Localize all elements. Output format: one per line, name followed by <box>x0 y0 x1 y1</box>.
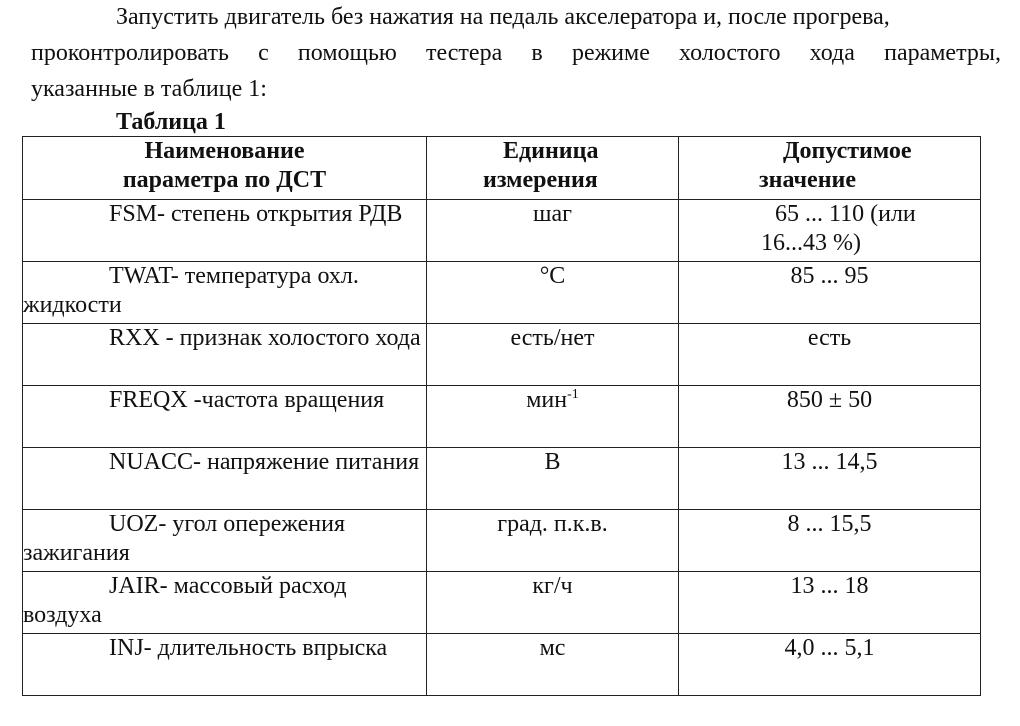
table-row <box>23 262 981 324</box>
row-parameter-name: FSM- степень открытия РДВ <box>23 200 427 262</box>
table-row <box>23 324 981 386</box>
table-header-row <box>23 137 981 200</box>
row-allowed-value: есть <box>679 324 981 386</box>
row-unit: шаг <box>427 200 679 262</box>
row-parameter-name: NUACC- напряжение питания <box>23 448 427 510</box>
row-allowed-value <box>679 200 981 262</box>
row-unit: мс <box>427 634 679 696</box>
row-unit: есть/нет <box>427 324 679 386</box>
row-unit-exponent: -1 <box>567 387 579 402</box>
row-parameter-name: FREQX -частота вращения <box>23 386 427 448</box>
intro-paragraph-line-2: проконтролировать с помощью тестера в режиме холостого хода параметры, <box>31 40 1001 66</box>
table-row <box>23 510 981 572</box>
row-parameter-name: RXX - признак холостого хода <box>23 324 427 386</box>
table-row <box>23 386 981 448</box>
header-parameter-name-line-2: параметра по ДСТ <box>122 167 327 193</box>
header-allowed-value <box>679 137 981 200</box>
row-allowed-value: 13 ... 14,5 <box>679 448 981 510</box>
table-row <box>23 448 981 510</box>
row-unit: град. п.к.в. <box>427 510 679 572</box>
table-row <box>23 200 981 262</box>
header-allowed-value-line-2: значение <box>759 167 857 193</box>
row-unit: В <box>427 448 679 510</box>
intro-paragraph-line-3: указанные в таблице 1: <box>31 76 267 102</box>
row-parameter-name: UOZ- угол опережения зажигания <box>23 510 427 572</box>
row-unit: °С <box>427 262 679 324</box>
header-parameter-name-line-1: Наименование <box>144 138 305 164</box>
row-allowed-value: 8 ... 15,5 <box>679 510 981 572</box>
row-unit <box>427 386 679 448</box>
row-parameter-name: INJ- длительность впрыска <box>23 634 427 696</box>
table-row <box>23 572 981 634</box>
row-allowed-value: 4,0 ... 5,1 <box>679 634 981 696</box>
row-unit: кг/ч <box>427 572 679 634</box>
table-row <box>23 634 981 696</box>
row-parameter-name: TWAT- температура охл. жидкости <box>23 262 427 324</box>
header-unit-line-2: измерения <box>483 167 598 193</box>
row-allowed-value: 85 ... 95 <box>679 262 981 324</box>
intro-paragraph-line-1: Запустить двигатель без нажатия на педаль акселератора и, после прогрева, <box>116 4 890 30</box>
header-parameter-name <box>23 137 427 200</box>
row-parameter-name: JAIR- массовый расход воздуха <box>23 572 427 634</box>
row-unit-base: мин <box>526 387 568 413</box>
header-allowed-value-line-1: Допустимое <box>783 138 912 164</box>
row-allowed-value: 13 ... 18 <box>679 572 981 634</box>
row-allowed-value: 850 ± 50 <box>679 386 981 448</box>
row-allowed-value-line-1: 65 ... 110 (или <box>775 201 916 227</box>
parameters-table <box>22 136 981 696</box>
header-unit <box>427 137 679 200</box>
table-caption: Таблица 1 <box>116 109 226 135</box>
header-unit-line-1: Единица <box>503 138 599 164</box>
row-allowed-value-line-2: 16...43 %) <box>761 230 861 256</box>
